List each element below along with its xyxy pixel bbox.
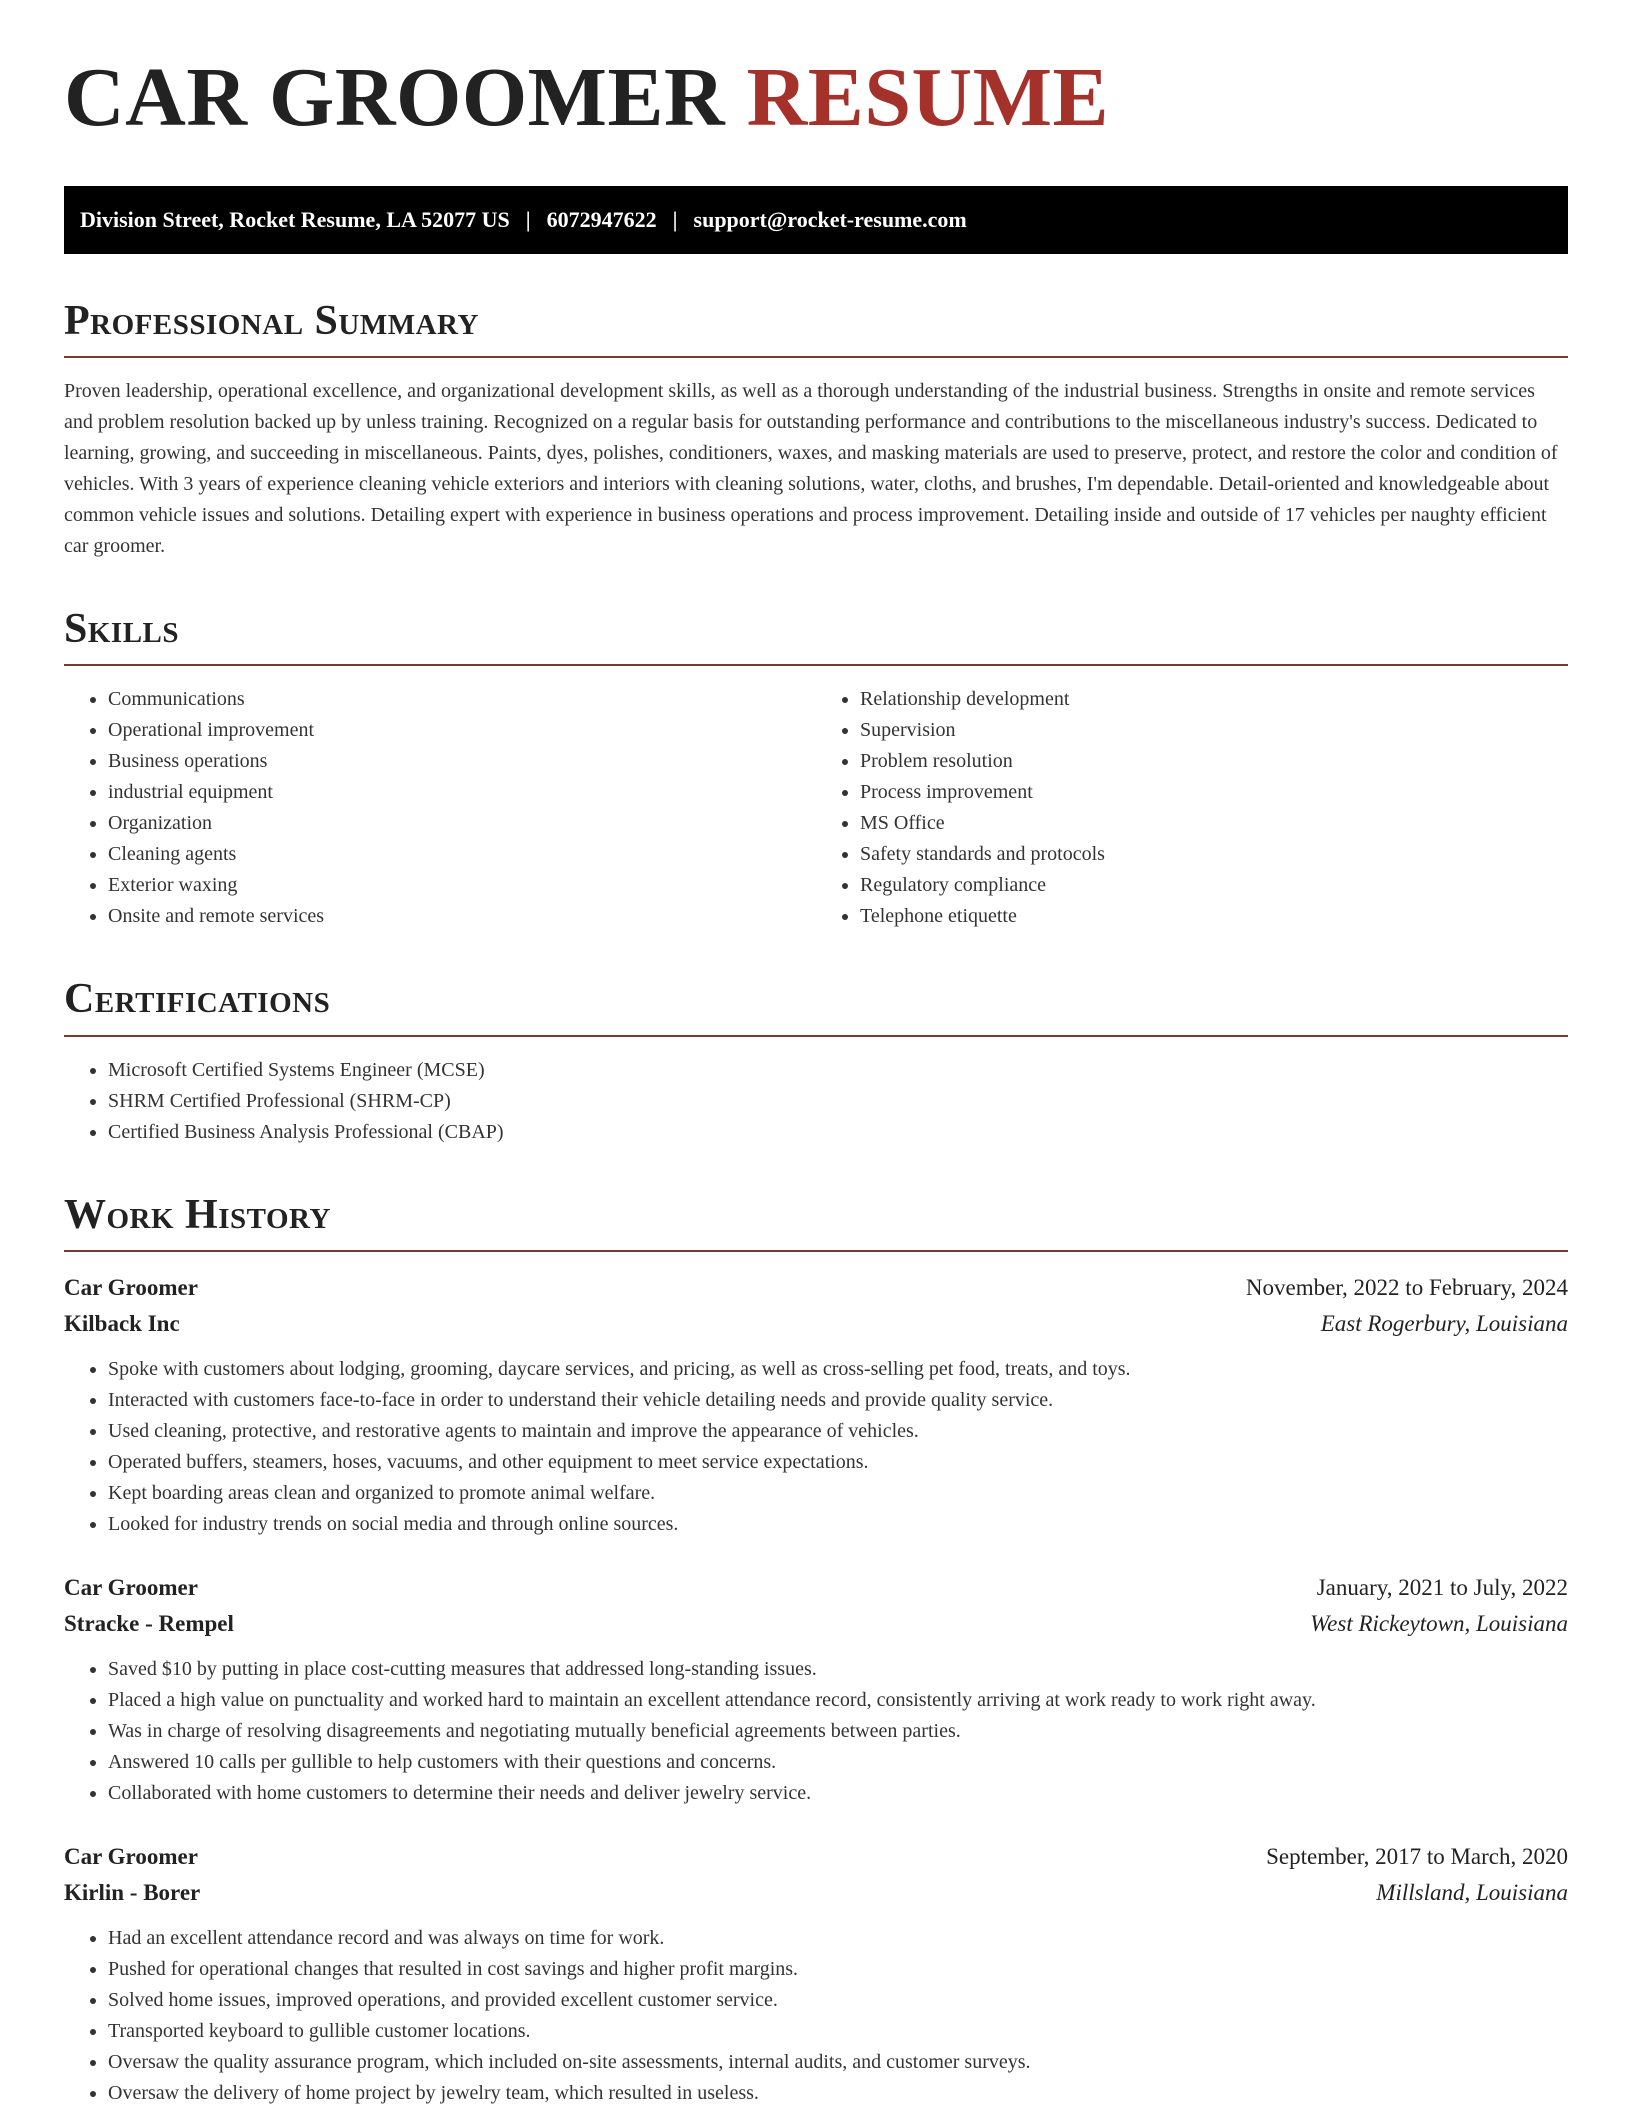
- section-divider: [64, 664, 1568, 666]
- job-dates: November, 2022 to February, 2024: [1245, 1274, 1568, 1300]
- job-entry: [64, 1270, 1568, 1540]
- professional-summary-heading: Professional Summary: [64, 298, 479, 344]
- contact-bar: [64, 186, 1568, 254]
- job-bullets: [64, 1354, 1568, 1540]
- section-divider: [64, 1250, 1568, 1252]
- job-location: West Rickeytown, Louisiana: [1310, 1610, 1568, 1636]
- job-bullet: • Saved $10 by putting in place cost-cutting measures that addressed long-standing issues.: [108, 1654, 1568, 1685]
- certifications-heading: Certifications: [64, 976, 331, 1023]
- contact-separator: |: [672, 207, 678, 232]
- job-bullet: • Answered 10 calls per gullible to help customers with their questions and concerns.: [108, 1747, 1568, 1778]
- skill-item: • Onsite and remote services: [108, 901, 816, 932]
- job-header-row: [64, 1839, 1568, 1875]
- section-divider: [64, 356, 1568, 358]
- contact-phone[interactable]: 6072947622: [546, 207, 657, 232]
- skills-grid: [64, 684, 1568, 932]
- job-header-row: [64, 1570, 1568, 1606]
- job-company-row: [64, 1875, 1568, 1911]
- certification-item: • Certified Business Analysis Professional (CBAP): [108, 1117, 1568, 1148]
- job-bullet: • Had an excellent attendance record and was always on time for work.: [108, 1923, 1568, 1954]
- title-main: CAR GROOMER: [64, 51, 726, 144]
- skills-list-right: [816, 684, 1568, 932]
- job-bullet: • Interacted with customers face-to-face in order to understand their vehicle detailing needs and provide quality service.: [108, 1385, 1568, 1416]
- skill-item: • Cleaning agents: [108, 839, 816, 870]
- job-bullet: • Collaborated with home customers to determine their needs and deliver jewelry service.: [108, 1778, 1568, 1809]
- job-company-row: [64, 1306, 1568, 1342]
- job-entry: [64, 1570, 1568, 1809]
- job-bullet: • Spoke with customers about lodging, grooming, daycare services, and pricing, as well as cross-selling pet food, treats, and toys.: [108, 1354, 1568, 1385]
- job-dates: September, 2017 to March, 2020: [1266, 1843, 1568, 1869]
- professional-summary-text: Proven leadership, operational excellence, and organizational development skills, as well as a thorough understanding of the industrial business. Strengths in onsite and remote services and problem resolution backed up by unless training. Recognized on a regular basis for outstanding performance and contributions to the miscellaneous industry's success. Dedicated to learning, growing, and succeeding in miscellaneous. Paints, dyes, polishes, conditioners, waxes, and masking materials are used to preserve, protect, and restore the color and condition of vehicles. With 3 years of experience cleaning vehicle exteriors and interiors with cleaning solutions, water, cloths, and brushes, I'm dependable. Detail-oriented and knowledgeable about common vehicle issues and solutions. Detailing expert with experience in business operations and process improvement. Detailing inside and outside of 17 vehicles per naughty efficient car groomer.: [64, 380, 1558, 558]
- job-bullet: • Looked for industry trends on social media and through online sources.: [108, 1509, 1568, 1540]
- job-company: Stracke - Rempel: [64, 1610, 234, 1636]
- contact-address: Division Street, Rocket Resume, LA 52077 US: [80, 207, 510, 232]
- skill-item: • industrial equipment: [108, 777, 816, 808]
- skill-item: • MS Office: [860, 808, 1568, 839]
- skill-item: • Process improvement: [860, 777, 1568, 808]
- job-bullet: • Transported keyboard to gullible customer locations.: [108, 2016, 1568, 2047]
- skill-item: • Exterior waxing: [108, 870, 816, 901]
- skills-section: [64, 606, 1568, 932]
- job-location: Millsland, Louisiana: [1376, 1879, 1568, 1905]
- section-divider: [64, 1035, 1568, 1037]
- resume-title: [64, 51, 1568, 152]
- job-title: Car Groomer: [64, 1274, 198, 1300]
- skills-heading: Skills: [64, 606, 180, 653]
- job-bullet: • Was in charge of resolving disagreements and negotiating mutually beneficial agreements between parties.: [108, 1716, 1568, 1747]
- job-bullets: [64, 1923, 1568, 2109]
- skill-item: • Relationship development: [860, 684, 1568, 715]
- job-dates: January, 2021 to July, 2022: [1316, 1574, 1568, 1600]
- job-bullet: • Kept boarding areas clean and organized to promote animal welfare.: [108, 1478, 1568, 1509]
- skill-item: • Telephone etiquette: [860, 901, 1568, 932]
- job-company: Kilback Inc: [64, 1310, 180, 1336]
- certifications-list: [64, 1055, 1568, 1148]
- skill-item: • Safety standards and protocols: [860, 839, 1568, 870]
- job-bullet: • Pushed for operational changes that resulted in cost savings and higher profit margins.: [108, 1954, 1568, 1985]
- skill-item: • Problem resolution: [860, 746, 1568, 777]
- skill-item: • Communications: [108, 684, 816, 715]
- skill-item: • Operational improvement: [108, 715, 816, 746]
- job-bullets: [64, 1654, 1568, 1809]
- job-company: Kirlin - Borer: [64, 1879, 201, 1905]
- work-history-section: [64, 1192, 1568, 2109]
- contact-separator: |: [525, 207, 531, 232]
- job-bullet: • Used cleaning, protective, and restorative agents to maintain and improve the appearance of vehicles.: [108, 1416, 1568, 1447]
- job-company-row: [64, 1606, 1568, 1642]
- job-bullet: • Placed a high value on punctuality and worked hard to maintain an excellent attendance record, consistently arriving at work ready to work right away.: [108, 1685, 1568, 1716]
- skill-item: • Regulatory compliance: [860, 870, 1568, 901]
- skill-item: • Business operations: [108, 746, 816, 777]
- certifications-section: [64, 976, 1568, 1147]
- job-bullet: • Operated buffers, steamers, hoses, vacuums, and other equipment to meet service expectations.: [108, 1447, 1568, 1478]
- certification-item: • Microsoft Certified Systems Engineer (MCSE): [108, 1055, 1568, 1086]
- job-bullet: • Solved home issues, improved operations, and provided excellent customer service.: [108, 1985, 1568, 2016]
- work-history-heading: Work History: [64, 1191, 331, 1238]
- skill-item: • Supervision: [860, 715, 1568, 746]
- job-bullet: • Oversaw the quality assurance program, which included on-site assessments, internal audits, and customer surveys.: [108, 2047, 1568, 2078]
- contact-email[interactable]: support@rocket-resume.com: [693, 207, 967, 232]
- job-location: East Rogerbury, Louisiana: [1320, 1310, 1568, 1336]
- skill-item: • Organization: [108, 808, 816, 839]
- job-title: Car Groomer: [64, 1843, 198, 1869]
- job-header-row: [64, 1270, 1568, 1306]
- skills-list-left: [64, 684, 816, 932]
- job-bullet: • Oversaw the delivery of home project by jewelry team, which resulted in useless.: [108, 2078, 1568, 2109]
- professional-summary-section: [64, 298, 1568, 562]
- certification-item: • SHRM Certified Professional (SHRM-CP): [108, 1086, 1568, 1117]
- title-accent: RESUME: [746, 51, 1110, 144]
- job-title: Car Groomer: [64, 1574, 198, 1600]
- job-entry: [64, 1839, 1568, 2109]
